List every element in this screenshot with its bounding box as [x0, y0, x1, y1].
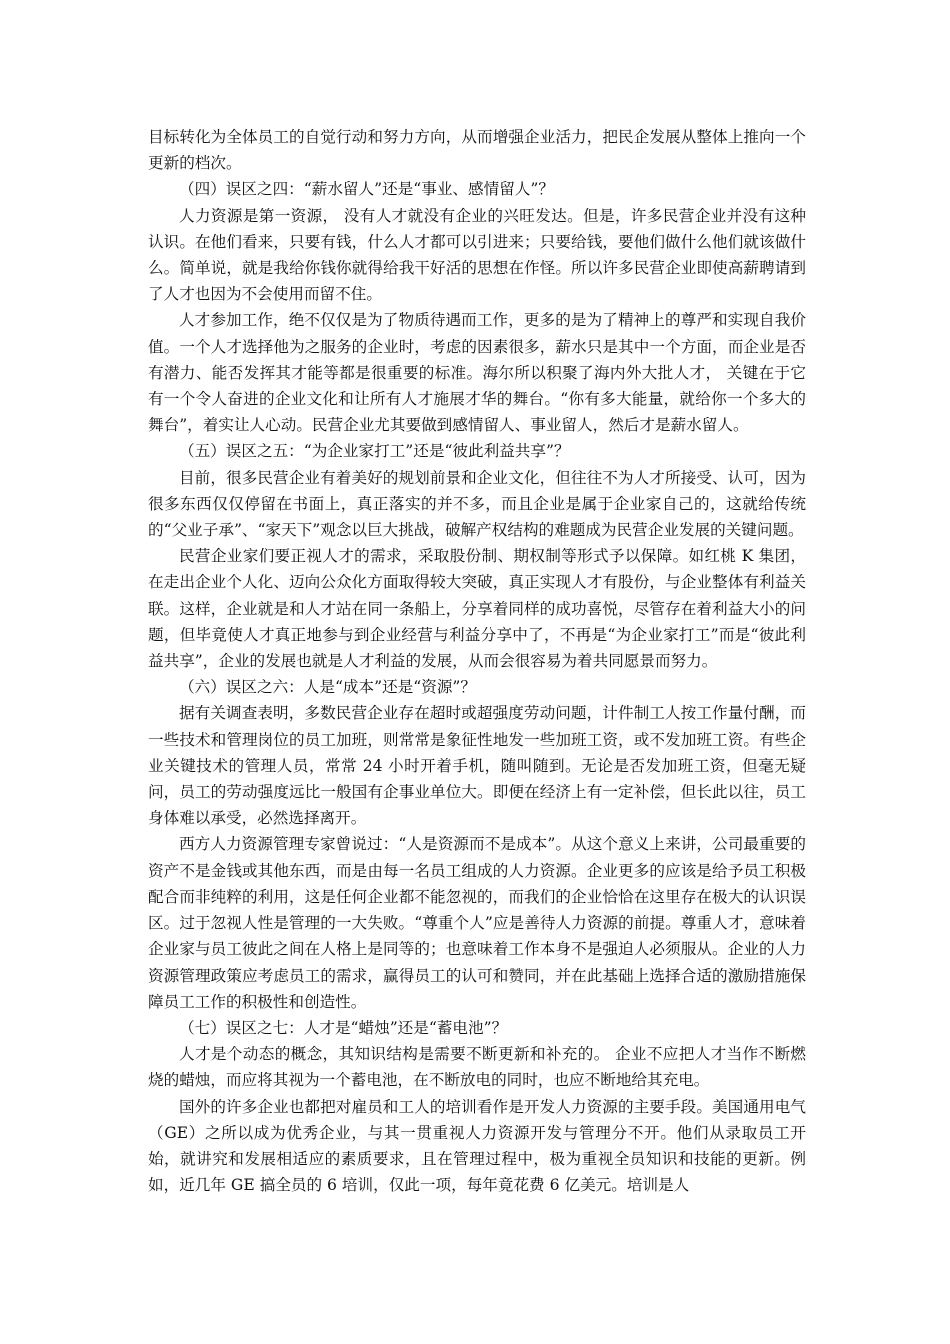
- paragraph: 民营企业家们要正视人才的需求，采取股份制、期权制等形式予以保障。如红桃 K 集团，在走出企业个人化、迈向公众化方面取得较大突破，真正实现人才有股份，与企业整体有利益关联。这样，企业就是和人才站在同一条船上，分享着同样的成功喜悦，尽管存在着利益大小的问题，但毕竟使人才真正地参与到企业经营与利益分享中了，不再是“为企业家打工”而是“彼此利益共享”，企业的发展也就是人才利益的发展，从而会很容易为着共同愿景而努力。: [148, 547, 806, 671]
- section-heading-4: （四）误区之四：“薪水留人”还是“事业、感情留人”？: [179, 180, 554, 199]
- paragraph: 人才是个动态的概念，其知识结构是需要不断更新和补充的。 企业不应把人才当作不断燃烧的蜡烛，而应将其视为一个蓄电池，在不断放电的同时，也应不断地给其充电。: [148, 1045, 806, 1090]
- paragraph: 目前，很多民营企业有着美好的规划前景和企业文化，但往往不为人才所接受、认可，因为很多东西仅仅停留在书面上，真正落实的并不多，而且企业是属于企业家自己的，这就给传统的“父业子承”、“家天下”观念以巨大挑战，破解产权结构的难题成为民营企业发展的关键问题。: [148, 468, 806, 540]
- paragraph: 西方人力资源管理专家曾说过：“人是资源而不是成本”。从这个意义上来讲，公司最重要的资产不是金钱或其他东西，而是由每一名员工组成的人力资源。企业更多的应该是给予员工积极配合而非纯粹的利用，这是任何企业都不能忽视的，而我们的企业恰恰在这里存在极大的认识误区。过于忽视人性是管理的一大失败。“尊重个人”应是善待人力资源的前提。尊重人才，意味着企业家与员工彼此之间在人格上是同等的；也意味着工作本身不是强迫人必须服从。企业的人力资源管理政策应考虑员工的需求，赢得员工的认可和赞同，并在此基础上选择合适的激励措施保障员工工作的积极性和创造性。: [148, 835, 806, 1011]
- paragraph: 人才参加工作，绝不仅仅是为了物质待遇而工作，更多的是为了精神上的尊严和实现自我价值。一个人才选择他为之服务的企业时，考虑的因素很多，薪水只是其中一个方面，而企业是否有潜力、能否发挥其才能等都是很重要的标准。海尔所以积聚了海内外大批人才， 关键在于它有一个令人奋进的企业文化和让所有人才施展才华的舞台。“你有多大能量，就给你一个多大的舞台”，着实让人心动。民营企业尤其要做到感情留人、事业留人，然后才是薪水留人。: [148, 311, 806, 435]
- section-heading-7: （七）误区之七：人才是“蜡烛”还是“蓄电池”？: [179, 1018, 508, 1037]
- paragraph: 国外的许多企业也都把对雇员和工人的培训看作是开发人力资源的主要手段。美国通用电气（GE）之所以成为优秀企业，与其一贯重视人力资源开发与管理分不开。他们从录取员工开始，就讲究和发展相适应的素质要求，且在管理过程中，极为重视全员知识和技能的更新。例如，近几年 GE 搞全员的 6 培训，仅此一项，每年竟花费 6 亿美元。培训是人: [148, 1097, 806, 1195]
- section-heading-6: （六）误区之六：人是“成本”还是“资源”？: [179, 678, 476, 697]
- document-body: [148, 124, 806, 1198]
- paragraph: 据有关调查表明，多数民营企业存在超时或超强度劳动问题，计件制工人按工作量付酬，而一些技术和管理岗位的员工加班，则常常是象征性地发一些加班工资，或不发加班工资。有些企业关键技术的管理人员，常常 24 小时开着手机，随叫随到。无论是否发加班工资，但毫无疑问，员工的劳动强度远比一般国有企事业单位大。即便在经济上有一定补偿，但长此以往，员工身体难以承受，必然选择离开。: [148, 704, 806, 828]
- section-heading-5: （五）误区之五：“为企业家打工”还是“彼此利益共享”？: [179, 442, 570, 461]
- paragraph-continuation: 目标转化为全体员工的自觉行动和努力方向，从而增强企业活力，把民企发展从整体上推向一个更新的档次。: [148, 128, 806, 173]
- paragraph: 人力资源是第一资源， 没有人才就没有企业的兴旺发达。但是，许多民营企业并没有这种认识。在他们看来，只要有钱，什么人才都可以引进来；只要给钱，要他们做什么他们就该做什么。简单说，就是我给你钱你就得给我干好活的思想在作怪。所以许多民营企业即使高薪聘请到了人才也因为不会使用而留不住。: [148, 206, 806, 304]
